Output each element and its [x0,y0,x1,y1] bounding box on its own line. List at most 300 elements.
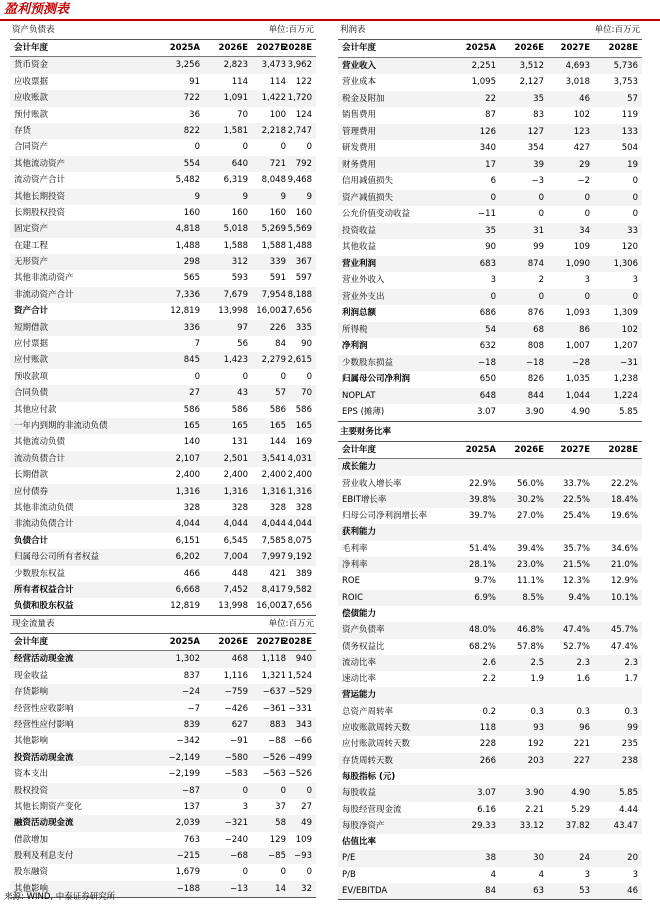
cell-value: 1,321 [261,670,286,681]
row-label: 归母公司净利润增长率 [342,511,428,522]
cell-value: 7,452 [223,584,248,595]
balance-row [10,434,316,450]
balance-row [10,533,316,549]
row-label: 获利能力 [342,527,377,538]
cell-value: 721 [269,158,286,169]
row-label: 现金收益 [14,670,49,681]
cell-value: 0 [194,371,200,382]
cell-value: 35.7% [562,543,590,554]
cell-value: 165 [231,420,248,431]
income-row [338,91,642,108]
cell-value: 57 [627,93,638,104]
cell-value: 58 [275,818,286,829]
row-label: 其他长期资产变化 [14,801,83,812]
cell-value: 940 [295,654,312,665]
row-label: 其他影响 [14,883,49,894]
cell-value: −361 [262,703,286,714]
cell-value: 109 [573,242,590,252]
balance-row [10,369,316,385]
row-label: 流动负债合计 [14,453,66,464]
cell-value: 2,251 [471,60,496,71]
cell-value: 31 [533,225,544,236]
cell-value: 10.1% [610,592,638,603]
cell-value: 340 [479,143,496,153]
row-label: 税金及附加 [342,93,385,104]
cell-value: 0.2 [482,706,496,717]
row-label: 股东融资 [14,867,49,878]
cell-value: 23.0% [516,560,544,571]
cell-value: 87 [485,110,496,120]
cell-value: 0 [632,192,638,203]
row-label: 偿债能力 [342,608,377,619]
cell-value: 1,488 [175,240,200,251]
cell-value: 1,090 [565,258,590,269]
row-label: 借款增加 [14,834,49,845]
row-label: EBIT增长率 [342,494,387,505]
cell-value: 2,107 [175,453,200,464]
cell-value: 4.90 [571,407,590,417]
cell-value: 27 [301,801,312,812]
cell-value: 1,118 [261,654,286,665]
cell-value: 6 [490,176,496,186]
cell-value: 0 [242,142,248,153]
cell-value: 2,039 [175,818,200,829]
row-label: 营业成本 [342,77,377,87]
cell-value: 5,569 [287,224,312,235]
cell-value: 0 [242,371,248,382]
cell-value: 165 [295,420,312,431]
cell-value: −68 [230,851,248,862]
income-row [338,256,642,273]
cell-value: 56 [237,339,248,350]
cell-value: 2.3 [624,657,638,668]
cell-value: 336 [183,322,200,333]
cell-value: 36 [189,109,200,120]
cell-value: 45.7% [610,625,638,636]
cell-value: 21.0% [610,560,638,571]
cell-value: 1,588 [261,240,286,251]
cell-value: 11.1% [516,576,544,587]
cell-value: 39.7% [468,511,496,522]
cell-value: −331 [288,703,312,714]
cell-value: −11 [478,209,496,219]
cell-value: 109 [295,834,312,845]
cashflow-caption [10,616,316,632]
cell-value: 266 [479,755,496,766]
cashflow-name: 现金流量表 [12,619,55,629]
cell-value: 0 [538,192,544,203]
cell-value: 2.3 [576,657,590,668]
cell-value: 33 [627,225,638,236]
cell-value: 0 [584,291,590,302]
cell-value: 16,002 [256,601,286,612]
row-label: 净利率 [342,560,368,571]
ratios-caption [338,424,642,440]
cell-value: 48.0% [468,625,496,636]
row-label: 债务权益比 [342,641,385,652]
cell-value: 29 [579,159,590,170]
row-label: 资产合计 [14,306,49,317]
row-label: 速动比率 [342,674,377,685]
cell-value: −2,149 [168,752,200,763]
cell-value: 3 [490,275,496,285]
balance-row [10,139,316,155]
cell-value: −91 [230,736,248,747]
cell-value: 1,035 [565,374,590,384]
cell-value: 328 [295,502,312,513]
cell-value: 9,192 [287,552,312,563]
cell-value: 421 [269,568,286,579]
cell-value: 43.47 [613,820,638,831]
cell-value: 3,512 [519,60,544,71]
cell-value: −2 [577,176,590,186]
cell-value: 1.6 [576,674,590,685]
row-label: 资本支出 [14,769,49,780]
row-label: 应付账款 [14,355,49,366]
ratios-row [338,541,642,557]
column-header-year: 2025A [465,43,496,53]
ratios-row [338,720,642,736]
cell-value: 466 [183,568,200,579]
cashflow-row [10,815,316,831]
ratios-row [338,606,642,622]
cell-value: 0 [490,192,496,203]
cell-value: 13,998 [218,306,248,317]
cell-value: 339 [269,257,286,268]
cell-value: 33.7% [562,478,590,489]
cell-value: −93 [294,851,312,862]
balance-row [10,238,316,254]
cell-value: 25.4% [562,511,590,522]
cell-value: 586 [295,404,312,415]
ratios-row [338,704,642,720]
cell-value: 28.1% [468,560,496,571]
cell-value: 131 [231,437,248,448]
cell-value: 1,306 [613,258,638,269]
row-label: 研发费用 [342,143,377,153]
income-statement-name: 利润表 [340,25,366,35]
row-label: 经营性应付影响 [14,719,74,730]
cell-value: 221 [573,739,590,750]
balance-row [10,107,316,123]
cell-value: 6,668 [175,584,200,595]
balance-row [10,418,316,434]
cell-value: 160 [269,207,286,218]
cell-value: 52.7% [562,641,590,652]
column-header-label: 会计年度 [342,445,377,455]
cell-value: 0 [584,209,590,219]
cell-value: 96 [579,723,590,734]
cell-value: 0 [632,291,638,302]
cell-value: 335 [295,322,312,333]
ratios-row [338,508,642,524]
column-header-year: 2026E [514,43,544,53]
cell-value: 19 [627,159,638,170]
balance-sheet-name: 资产负债表 [12,25,55,35]
income-row [338,140,642,157]
income-row [338,388,642,405]
row-label: 销售费用 [342,110,377,120]
column-header-year: 2028E [282,43,312,53]
row-label: 归属母公司所有者权益 [14,552,100,563]
cell-value: 3.07 [477,788,496,799]
cell-value: 640 [231,158,248,169]
cell-value: 3 [242,801,248,812]
cell-value: 7,954 [261,289,286,300]
cell-value: 39 [533,159,544,170]
balance-sheet-table [10,39,316,616]
ratios-row [338,883,642,899]
cell-value: 22.2% [610,478,638,489]
cell-value: −24 [182,687,200,698]
cashflow-row [10,864,316,880]
cell-value: −2,199 [168,769,200,780]
cell-value: 1,423 [223,355,248,366]
cashflow-table [10,633,316,898]
ratios-row [338,802,642,818]
cell-value: 114 [269,76,286,87]
cell-value: 4,693 [565,60,590,71]
row-label: 公允价值变动收益 [342,209,411,219]
cell-value: 1,095 [471,77,496,87]
row-label: P/B [342,869,356,880]
cell-value: 1,044 [565,390,590,401]
cell-value: 2,747 [287,125,312,136]
cell-value: 27 [189,388,200,399]
cell-value: 3,962 [287,60,312,71]
cell-value: 9,468 [287,175,312,186]
cell-value: 1.9 [530,674,544,685]
cell-value: 648 [479,390,496,401]
cashflow-row [10,848,316,864]
cell-value: 2.5 [530,657,544,668]
cell-value: 328 [269,502,286,513]
cell-value: 0.3 [530,706,544,717]
row-label: 预付账款 [14,109,49,120]
cell-value: −526 [288,769,312,780]
cell-value: 165 [269,420,286,431]
cell-value: 4,044 [261,519,286,530]
cell-value: 1,316 [175,486,200,497]
cell-value: 354 [527,143,544,153]
cell-value: 4,818 [175,224,200,235]
cell-value: 46 [627,886,638,897]
row-label: 无形资产 [14,257,49,268]
row-label: 货币资金 [14,60,49,71]
cell-value: 57 [275,388,286,399]
cell-value: 19.6% [610,511,638,522]
source-note: 来源: WIND, 中泰证券研究所 [4,892,116,902]
cell-value: 3,018 [565,77,590,87]
cell-value: 57.8% [516,641,544,652]
cell-value: 1,488 [287,240,312,251]
ratios-row [338,850,642,866]
row-label: 长期股权投资 [14,207,66,218]
cell-value: 140 [183,437,200,448]
cell-value: 0 [306,371,312,382]
cell-value: 7,004 [223,552,248,563]
row-label: 净利润 [342,341,368,351]
cell-value: 0 [584,192,590,203]
cell-value: 3,753 [613,77,638,87]
cell-value: 0 [632,176,638,186]
column-header-label: 会计年度 [14,637,49,647]
cell-value: 17 [485,159,496,170]
row-label: 估值比率 [342,837,377,848]
row-label: 应收账款周转天数 [342,723,411,734]
cell-value: −526 [262,752,286,763]
column-header-year: 2026E [514,445,544,455]
balance-header-row [10,40,316,57]
cell-value: −85 [268,851,286,862]
row-label: 应付票据 [14,339,49,350]
ratios-row [338,867,642,883]
row-label: 应付账款周转天数 [342,739,411,750]
row-label: 非流动负债合计 [14,519,74,530]
cell-value: 2.2 [482,674,496,685]
cell-value: 30 [533,853,544,864]
cell-value: −28 [572,357,590,368]
cell-value: 90 [485,242,496,252]
cell-value: −342 [176,736,200,747]
ratios-header-row [338,442,642,459]
cell-value: 554 [183,158,200,169]
cell-value: 34 [579,225,590,236]
cell-value: 9 [194,191,200,202]
balance-row [10,566,316,582]
cell-value: −499 [288,752,312,763]
cell-value: 1,207 [613,341,638,351]
row-label: 融资活动现金流 [14,818,74,829]
row-label: 应付债券 [14,486,49,497]
cell-value: 1,316 [223,486,248,497]
balance-row [10,221,316,237]
row-label: 营业收入 [342,60,377,71]
row-label: 所得税 [342,324,368,335]
cell-value: 3,541 [261,453,286,464]
cell-value: 120 [621,242,638,252]
cell-value: 1,316 [287,486,312,497]
cell-value: 114 [231,76,248,87]
cashflow-row [10,799,316,815]
cell-value: 6,202 [175,552,200,563]
cell-value: 6,151 [175,535,200,546]
balance-row [10,451,316,467]
cell-value: 1,093 [565,308,590,318]
row-label: 归属母公司净利润 [342,374,411,384]
row-label: 其他收益 [342,242,377,252]
ratios-row [338,834,642,850]
row-label: 应收票据 [14,76,49,87]
row-label: 在建工程 [14,240,49,251]
cell-value: 102 [621,324,638,335]
title-divider [0,19,660,21]
cashflow-row [10,684,316,700]
cell-value: 468 [231,654,248,665]
row-label: NOPLAT [342,390,376,401]
ratios-row [338,736,642,752]
row-label: 长期借款 [14,470,49,481]
cell-value: 504 [621,143,638,153]
income-row [338,322,642,339]
cell-value: 3.07 [477,407,496,417]
cell-value: 5.85 [619,788,638,799]
row-label: 其他流动资产 [14,158,66,169]
row-label: 资产减值损失 [342,192,394,203]
income-row [338,289,642,306]
cell-value: −563 [262,769,286,780]
row-label: 经营性应收影响 [14,703,74,714]
row-label: 投资收益 [342,225,377,236]
cell-value: 312 [231,257,248,268]
cell-value: 2,400 [261,470,286,481]
cell-value: 0 [490,291,496,302]
cell-value: −18 [478,357,496,368]
cell-value: 63 [533,886,544,897]
cell-value: 0 [194,142,200,153]
income-row [338,157,642,174]
cell-value: 4.90 [571,788,590,799]
row-label: 流动比率 [342,657,377,668]
cell-value: 8,417 [261,584,286,595]
cell-value: 84 [275,339,286,350]
ratios-row [338,655,642,671]
cell-value: 0 [306,867,312,878]
balance-row [10,57,316,73]
cell-value: 169 [295,437,312,448]
cell-value: 102 [573,110,590,120]
cell-value: 84 [485,886,496,897]
column-header-year: 2027E [256,637,286,647]
row-label: 利润总额 [342,308,377,318]
cell-value: 99 [533,242,544,252]
cell-value: 17,656 [282,601,312,612]
ratios-row [338,769,642,785]
cell-value: 122 [295,76,312,87]
cell-value: 24 [579,853,590,864]
cell-value: 126 [479,126,496,137]
page-title: 盈利预测表 [4,2,70,17]
cell-value: 137 [183,801,200,812]
cell-value: 49 [301,818,312,829]
ratios-row [338,785,642,801]
row-label: 非流动资产合计 [14,289,74,300]
cell-value: 4,044 [223,519,248,530]
cell-value: 235 [621,739,638,750]
cell-value: 16,002 [256,306,286,317]
cell-value: 650 [479,374,496,384]
row-label: 合同负债 [14,388,49,399]
cell-value: 1,422 [261,93,286,104]
cell-value: 3.90 [525,788,544,799]
column-header-year: 2025A [465,445,496,455]
cell-value: 0 [538,209,544,219]
income-statement-caption [338,22,642,38]
row-label: 每股经营现金流 [342,804,402,815]
cell-value: −529 [288,687,312,698]
cell-value: 1,679 [175,867,200,878]
cashflow-row [10,717,316,733]
cell-value: 4 [490,869,496,880]
ratios-row [338,671,642,687]
cell-value: 9 [306,191,312,202]
cell-value: 6,545 [223,535,248,546]
balance-row [10,320,316,336]
cell-value: −188 [176,883,200,894]
cashflow-row [10,733,316,749]
cell-value: 3 [632,275,638,285]
cell-value: 2.6 [482,657,496,668]
